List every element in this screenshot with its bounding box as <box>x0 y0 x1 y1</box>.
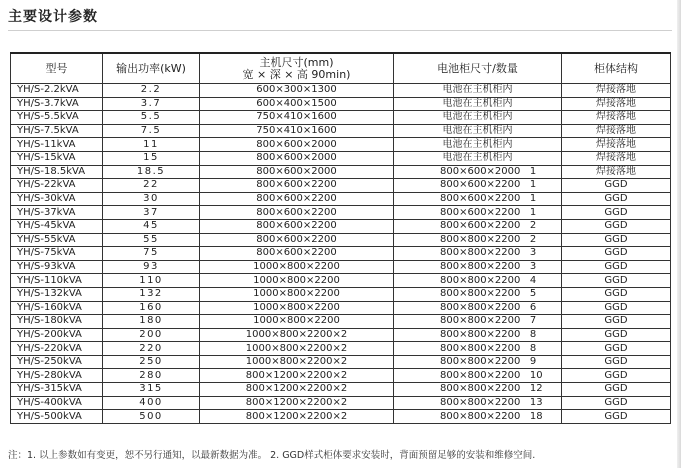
table-row <box>11 342 671 356</box>
cell-model: YH/S-280kVA <box>11 369 103 383</box>
cell-structure: 焊接落地 <box>562 111 671 125</box>
cell-structure: 焊接落地 <box>562 138 671 152</box>
cell-battery: 800×800×2200 13 <box>394 396 562 410</box>
cell-power: 22 <box>103 179 200 193</box>
cell-model: YH/S-75kVA <box>11 247 103 261</box>
cell-dimensions: 800×600×2200 <box>200 179 394 193</box>
cell-battery: 800×800×2200 7 <box>394 315 562 329</box>
page-title: 主要设计参数 <box>8 9 98 25</box>
cell-structure: 焊接落地 <box>562 165 671 179</box>
table-row <box>11 219 671 233</box>
cell-battery: 800×600×2200 1 <box>394 179 562 193</box>
cell-battery: 800×600×2000 1 <box>394 165 562 179</box>
cell-model: YH/S-160kVA <box>11 301 103 315</box>
cell-battery: 800×800×2200 10 <box>394 369 562 383</box>
cell-battery: 800×800×2200 8 <box>394 342 562 356</box>
cell-dimensions: 800×1200×2200×2 <box>200 396 394 410</box>
cell-dimensions: 800×1200×2200×2 <box>200 369 394 383</box>
header-structure: 柜体结构 <box>562 53 671 84</box>
cell-power: 400 <box>103 396 200 410</box>
table-row <box>11 260 671 274</box>
cell-model: YH/S-220kVA <box>11 342 103 356</box>
cell-dimensions: 600×300×1300 <box>200 84 394 98</box>
cell-power: 5.5 <box>103 111 200 125</box>
cell-dimensions: 1000×800×2200 <box>200 301 394 315</box>
cell-power: 45 <box>103 219 200 233</box>
cell-battery: 800×800×2200 9 <box>394 355 562 369</box>
cell-power: 15 <box>103 151 200 165</box>
cell-dimensions: 1000×800×2200×2 <box>200 355 394 369</box>
cell-model: YH/S-45kVA <box>11 219 103 233</box>
table-row <box>11 165 671 179</box>
cell-battery: 800×600×2200 1 <box>394 192 562 206</box>
cell-structure: GGD <box>562 192 671 206</box>
page-edge-shadow <box>677 0 681 468</box>
header-model: 型号 <box>11 53 103 84</box>
cell-structure: 焊接落地 <box>562 84 671 98</box>
spec-table <box>10 52 671 424</box>
header-dimensions <box>200 53 394 84</box>
cell-structure: GGD <box>562 287 671 301</box>
cell-model: YH/S-55kVA <box>11 233 103 247</box>
cell-model: YH/S-250kVA <box>11 355 103 369</box>
table-row <box>11 383 671 397</box>
cell-model: YH/S-5.5kVA <box>11 111 103 125</box>
cell-model: YH/S-200kVA <box>11 328 103 342</box>
table-row <box>11 369 671 383</box>
cell-dimensions: 1000×800×2200×2 <box>200 342 394 356</box>
cell-power: 11 <box>103 138 200 152</box>
cell-structure: 焊接落地 <box>562 124 671 138</box>
cell-structure: GGD <box>562 396 671 410</box>
cell-structure: GGD <box>562 410 671 424</box>
header-dimensions-line2: 宽 × 深 × 高 90min) <box>242 67 351 81</box>
table-row <box>11 355 671 369</box>
cell-power: 132 <box>103 287 200 301</box>
cell-structure: GGD <box>562 206 671 220</box>
table-row <box>11 233 671 247</box>
cell-power: 18.5 <box>103 165 200 179</box>
cell-structure: GGD <box>562 315 671 329</box>
cell-power: 500 <box>103 410 200 424</box>
table-row <box>11 151 671 165</box>
spec-table-header <box>11 53 671 84</box>
cell-structure: GGD <box>562 369 671 383</box>
cell-battery: 800×800×2200 6 <box>394 301 562 315</box>
table-row <box>11 124 671 138</box>
cell-power: 75 <box>103 247 200 261</box>
cell-model: YH/S-180kVA <box>11 315 103 329</box>
table-row <box>11 97 671 111</box>
cell-model: YH/S-93kVA <box>11 260 103 274</box>
table-row <box>11 111 671 125</box>
cell-structure: GGD <box>562 383 671 397</box>
cell-power: 180 <box>103 315 200 329</box>
cell-dimensions: 800×600×2200 <box>200 247 394 261</box>
cell-power: 110 <box>103 274 200 288</box>
cell-battery: 800×600×2200 1 <box>394 206 562 220</box>
cell-dimensions: 750×410×1600 <box>200 124 394 138</box>
cell-structure: GGD <box>562 247 671 261</box>
cell-model: YH/S-37kVA <box>11 206 103 220</box>
cell-structure: GGD <box>562 355 671 369</box>
cell-model: YH/S-11kVA <box>11 138 103 152</box>
table-row <box>11 301 671 315</box>
header-battery: 电池柜尺寸/数量 <box>394 53 562 84</box>
table-row <box>11 396 671 410</box>
cell-model: YH/S-15kVA <box>11 151 103 165</box>
cell-model: YH/S-132kVA <box>11 287 103 301</box>
cell-structure: 焊接落地 <box>562 97 671 111</box>
table-row <box>11 274 671 288</box>
cell-dimensions: 1000×800×2200 <box>200 287 394 301</box>
cell-dimensions: 800×600×2200 <box>200 206 394 220</box>
cell-structure: GGD <box>562 342 671 356</box>
cell-power: 3.7 <box>103 97 200 111</box>
cell-power: 315 <box>103 383 200 397</box>
header-power: 输出功率(kW) <box>103 53 200 84</box>
cell-model: YH/S-30kVA <box>11 192 103 206</box>
cell-battery: 800×600×2200 2 <box>394 219 562 233</box>
cell-battery: 800×800×2200 12 <box>394 383 562 397</box>
cell-battery: 800×800×2200 8 <box>394 328 562 342</box>
cell-dimensions: 800×1200×2200×2 <box>200 410 394 424</box>
cell-dimensions: 600×400×1500 <box>200 97 394 111</box>
cell-dimensions: 800×600×2200 <box>200 219 394 233</box>
cell-power: 250 <box>103 355 200 369</box>
cell-dimensions: 800×600×2000 <box>200 138 394 152</box>
cell-model: YH/S-3.7kVA <box>11 97 103 111</box>
table-row <box>11 247 671 261</box>
cell-battery: 电池在主机柜内 <box>394 138 562 152</box>
cell-model: YH/S-400kVA <box>11 396 103 410</box>
cell-battery: 800×800×2200 5 <box>394 287 562 301</box>
cell-structure: GGD <box>562 233 671 247</box>
cell-dimensions: 800×600×2200 <box>200 192 394 206</box>
cell-power: 2.2 <box>103 84 200 98</box>
cell-battery: 800×800×2200 4 <box>394 274 562 288</box>
header-row <box>11 53 671 84</box>
title-divider <box>8 30 672 31</box>
cell-power: 220 <box>103 342 200 356</box>
table-row <box>11 206 671 220</box>
cell-structure: GGD <box>562 301 671 315</box>
cell-battery: 800×800×2200 3 <box>394 260 562 274</box>
footnote: 注：1. 以上参数如有变更，恕不另行通知，以最新数据为准。 2. GGD样式柜体要求安装时，背面预留足够的安装和维修空间. <box>8 450 536 461</box>
cell-structure: GGD <box>562 260 671 274</box>
cell-power: 160 <box>103 301 200 315</box>
cell-structure: GGD <box>562 274 671 288</box>
cell-dimensions: 1000×800×2200×2 <box>200 328 394 342</box>
table-row <box>11 138 671 152</box>
cell-model: YH/S-18.5kVA <box>11 165 103 179</box>
cell-dimensions: 1000×800×2200 <box>200 260 394 274</box>
cell-power: 37 <box>103 206 200 220</box>
cell-battery: 800×800×2200 3 <box>394 247 562 261</box>
table-row <box>11 179 671 193</box>
cell-dimensions: 800×600×2000 <box>200 151 394 165</box>
cell-power: 55 <box>103 233 200 247</box>
cell-model: YH/S-22kVA <box>11 179 103 193</box>
table-row <box>11 315 671 329</box>
cell-model: YH/S-315kVA <box>11 383 103 397</box>
cell-model: YH/S-7.5kVA <box>11 124 103 138</box>
cell-battery: 电池在主机柜内 <box>394 124 562 138</box>
table-row <box>11 192 671 206</box>
cell-battery: 电池在主机柜内 <box>394 97 562 111</box>
cell-battery: 电池在主机柜内 <box>394 84 562 98</box>
cell-dimensions: 800×1200×2200×2 <box>200 383 394 397</box>
cell-structure: GGD <box>562 328 671 342</box>
cell-structure: 焊接落地 <box>562 151 671 165</box>
table-row <box>11 410 671 424</box>
table-row <box>11 84 671 98</box>
cell-structure: GGD <box>562 219 671 233</box>
cell-dimensions: 800×600×2200 <box>200 233 394 247</box>
cell-battery: 800×800×2200 18 <box>394 410 562 424</box>
cell-model: YH/S-110kVA <box>11 274 103 288</box>
table-row <box>11 328 671 342</box>
cell-dimensions: 1000×800×2200 <box>200 315 394 329</box>
cell-power: 7.5 <box>103 124 200 138</box>
cell-battery: 电池在主机柜内 <box>394 111 562 125</box>
cell-dimensions: 750×410×1600 <box>200 111 394 125</box>
cell-model: YH/S-2.2kVA <box>11 84 103 98</box>
header-dimensions-line1: 主机尺寸(mm) <box>259 55 334 69</box>
cell-power: 30 <box>103 192 200 206</box>
cell-power: 280 <box>103 369 200 383</box>
cell-model: YH/S-500kVA <box>11 410 103 424</box>
cell-structure: GGD <box>562 179 671 193</box>
cell-battery: 800×800×2200 2 <box>394 233 562 247</box>
spec-table-body <box>11 84 671 424</box>
cell-battery: 电池在主机柜内 <box>394 151 562 165</box>
cell-power: 200 <box>103 328 200 342</box>
table-row <box>11 287 671 301</box>
cell-dimensions: 800×600×2000 <box>200 165 394 179</box>
cell-dimensions: 1000×800×2200 <box>200 274 394 288</box>
cell-power: 93 <box>103 260 200 274</box>
